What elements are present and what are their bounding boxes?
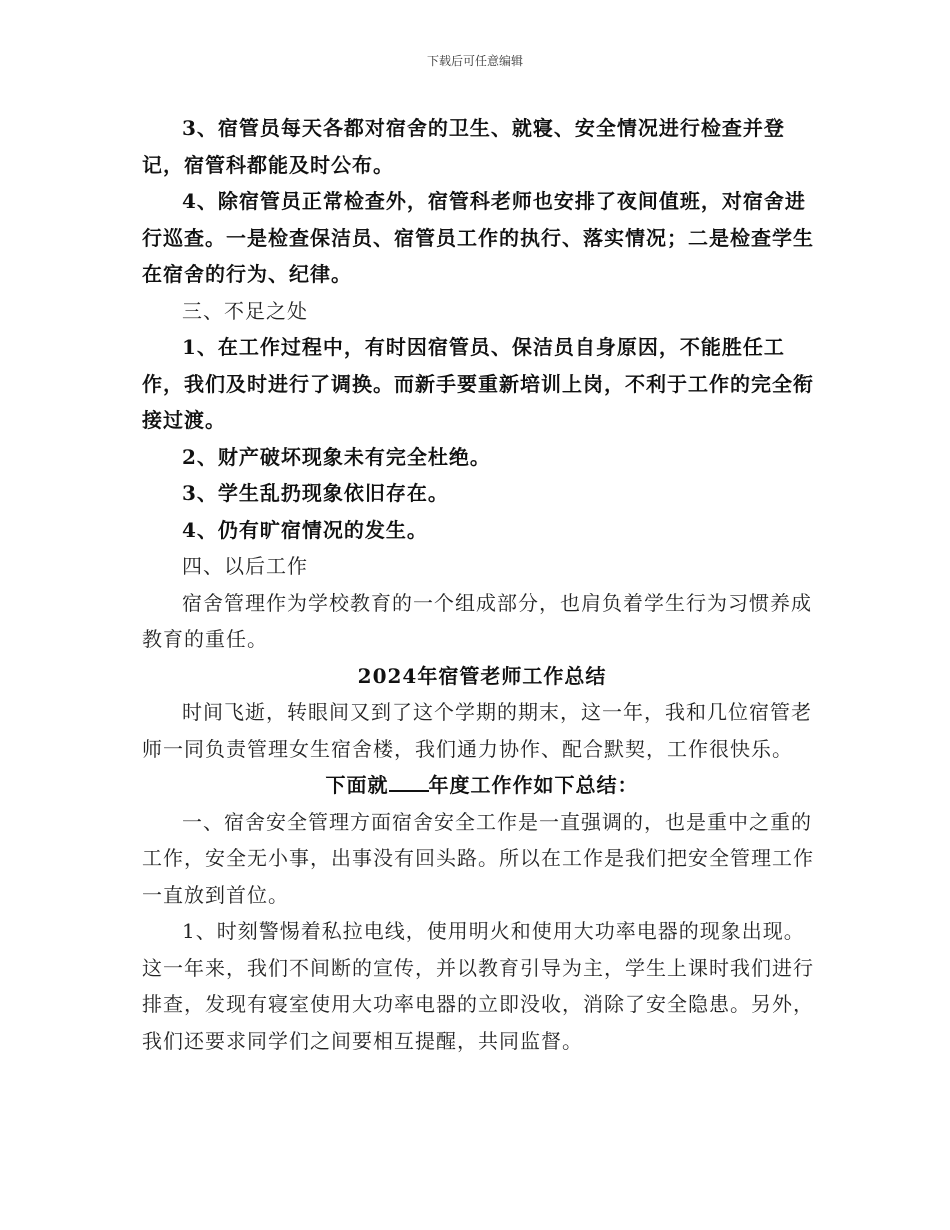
- paragraph-shortcoming-3: 3、学生乱扔现象依旧存在。: [182, 481, 449, 505]
- paragraph-item-3-inspection: 3、宿管员每天各都对宿舍的卫生、就寝、安全情况进行检查并登记，宿管科都能及时公布。: [142, 116, 785, 177]
- subheading-summary: [142, 767, 822, 804]
- paragraph-shortcoming-2: 2、财产破坏现象未有完全杜绝。: [182, 444, 491, 469]
- section-title: 2024年宿管老师工作总结: [357, 663, 607, 688]
- document-body: [142, 110, 822, 1059]
- paragraph-shortcoming-4: 4、仍有旷宿情况的发生。: [182, 517, 428, 542]
- paragraph-shortcoming-1: 1、在工作过程中，有时因宿管员、保洁员自身原因，不能胜任工作，我们及时进行了调换。而新手要重新培训上岗，不利于工作的完全衔接过渡。: [142, 335, 814, 432]
- paragraph-future-work: 宿舍管理作为学校教育的一个组成部分，也肩负着学生行为习惯养成教育的重任。: [142, 590, 812, 651]
- subheading-before: 下面就: [325, 773, 389, 797]
- paragraph-intro: 时间飞逝，转眼间又到了这个学期的期末，这一年，我和几位宿管老师一同负责管理女生宿舍楼，我们通力协作、配合默契，工作很快乐。: [142, 700, 812, 761]
- paragraph-electrical-safety: 1、时刻警惕着私拉电线，使用明火和使用大功率电器的现象出现。这一年来，我们不间断的宣传，并以教育引导为主，学生上课时我们进行排查，发现有寝室使用大功率电器的立即没收，消除了安全隐患。另外，我们还要求同学们之间要相互提醒，共同监督。: [142, 919, 814, 1053]
- paragraph-item-4-night-duty: 4、除宿管员正常检查外，宿管科老师也安排了夜间值班，对宿舍进行巡查。一是检查保洁员、宿管员工作的执行、落实情况；二是检查学生在宿舍的行为、纪律。: [142, 189, 814, 286]
- section-heading-future-work: 四、以后工作: [182, 554, 308, 578]
- blank-underline: [389, 772, 429, 792]
- section-heading-shortcomings: 三、不足之处: [182, 298, 308, 323]
- paragraph-safety-management: 一、宿舍安全管理方面宿舍安全工作是一直强调的，也是重中之重的工作，安全无小事，出事没有回头路。所以在工作是我们把安全管理工作一直放到首位。: [142, 809, 814, 907]
- page-header-note: 下载后可任意编辑: [426, 54, 523, 68]
- subheading-after: 年度工作作如下总结：: [428, 773, 639, 797]
